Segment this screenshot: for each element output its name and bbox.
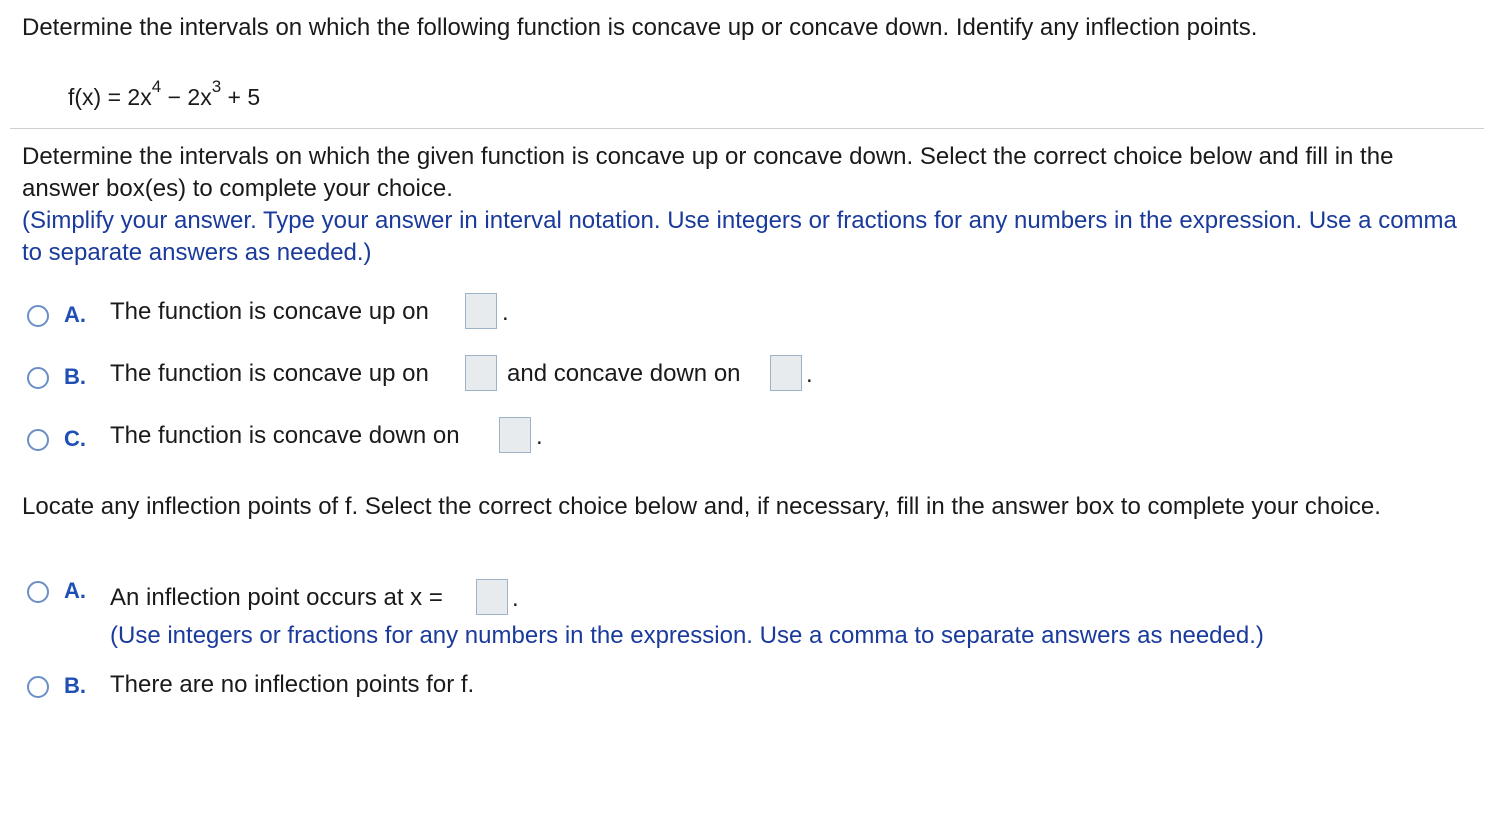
part2-choice-b-text: There are no inflection points for f. [110,671,475,698]
part2-choice-b-letter: B. [64,673,86,698]
formula-lhs: f(x) = 2x [68,84,152,110]
function-formula [68,77,261,111]
part1-prompt: Determine the intervals on which the given function is concave up or concave down. Select the correct choice below and fill in the answer box(es) to complete your choice. [22,143,1394,202]
part1-choice-c-letter: C. [64,426,86,451]
part2-choice-a-radio[interactable] [27,581,49,603]
part2-choice-a-letter: A. [64,578,86,603]
part1-choice-c-answer-box[interactable] [499,417,531,453]
part2-choice-b-radio[interactable] [27,676,49,698]
part1-choice-b-letter: B. [64,364,86,389]
part2-choice-a-answer-box[interactable] [476,579,508,615]
part2-choice-a-period: . [512,585,519,612]
part1-choice-c-text: The function is concave down on [110,422,460,449]
part1-choice-a-period: . [502,299,509,326]
part1-choice-a-text: The function is concave up on [110,298,429,325]
part1-choice-b-radio[interactable] [27,367,49,389]
part1-choice-b-period: . [806,361,813,388]
part1-choice-b-concave-up-box[interactable] [465,355,497,391]
question-instruction: Determine the intervals on which the following function is concave up or concave down. Identify any inflection points. [22,14,1258,41]
part1-choice-b-concave-down-box[interactable] [770,355,802,391]
part2-prompt: Locate any inflection points of f. Select the correct choice below and, if necessary, fill in the answer box to complete your choice. [22,493,1381,520]
part2-choice-a-text: An inflection point occurs at x = [110,584,443,611]
part1-hint: (Simplify your answer. Type your answer in interval notation. Use integers or fractions for any numbers in the expression. Use a comma to separate answers as needed.) [22,207,1457,266]
formula-mid: − 2x [161,84,212,110]
part1-choice-a-letter: A. [64,302,86,327]
part2-choice-a-hint: (Use integers or fractions for any numbers in the expression. Use a comma to separate answers as needed.) [110,622,1264,649]
part1-choice-a-answer-box[interactable] [465,293,497,329]
formula-exponent-3: 3 [211,77,222,97]
formula-tail: + 5 [221,84,261,110]
formula-exponent-4: 4 [151,77,162,97]
part1-choice-c-radio[interactable] [27,429,49,451]
part1-choice-b-mid-text: and concave down on [507,360,741,387]
part1-choice-a-radio[interactable] [27,305,49,327]
part1-choice-b-text: The function is concave up on [110,360,429,387]
part1-choice-c-period: . [536,423,543,450]
section-divider [10,128,1484,129]
